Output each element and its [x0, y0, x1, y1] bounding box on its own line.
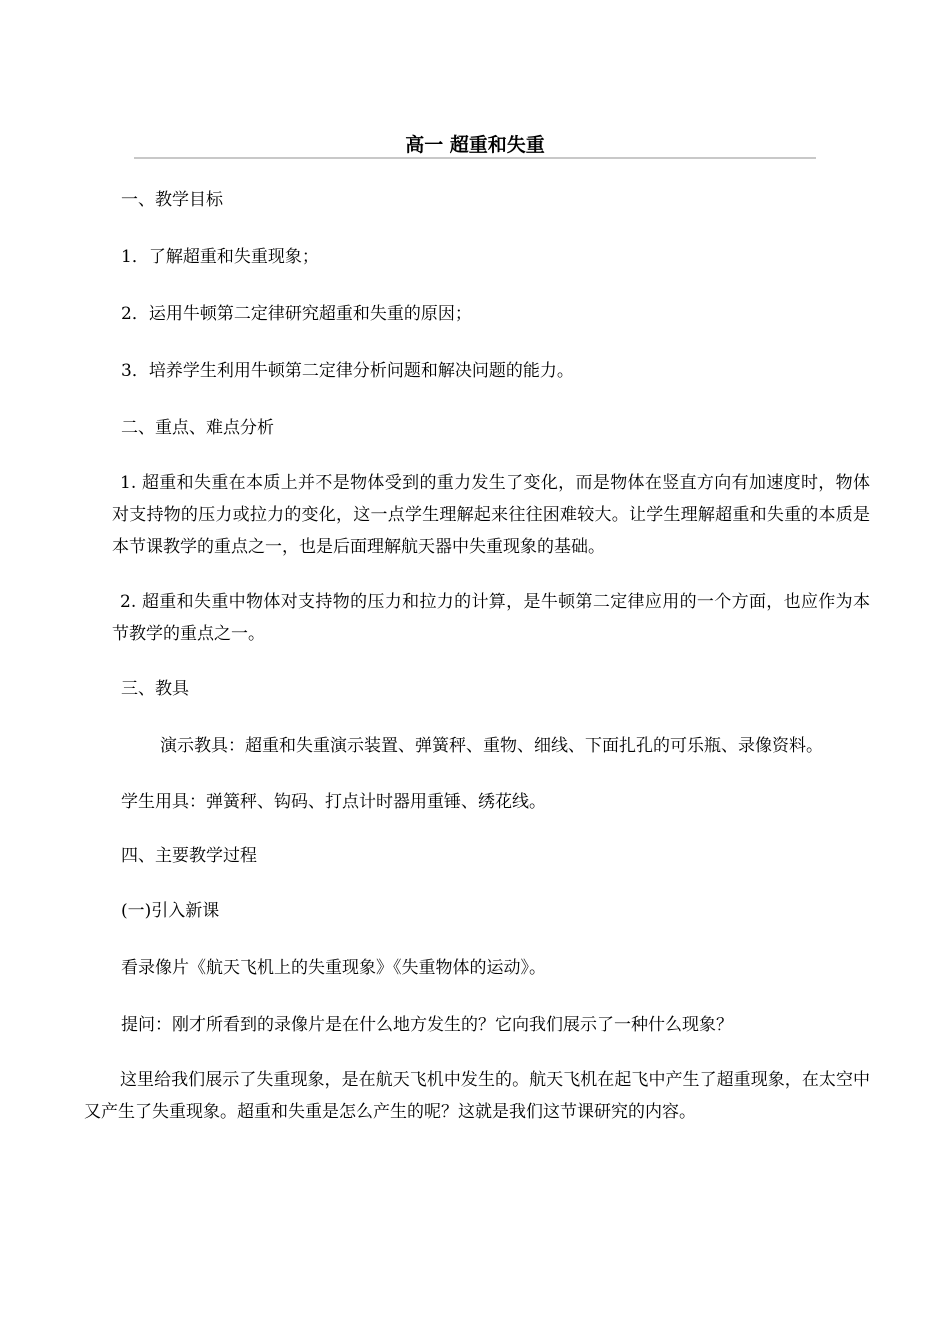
- section-heading-objectives: 一、教学目标: [121, 190, 223, 210]
- title-divider: [134, 157, 816, 159]
- subsection-heading-intro: (一)引入新课: [121, 901, 220, 921]
- section-heading-teaching-aids: 三、教具: [121, 679, 189, 699]
- section-heading-key-points: 二、重点、难点分析: [121, 418, 274, 438]
- video-instruction-text: 看录像片《航天飞机上的失重现象》《失重物体的运动》。: [121, 958, 546, 978]
- explanation-paragraph: 这里给我们展示了失重现象，是在航天飞机中发生的。航天飞机在起飞中产生了超重现象，在太空中又产生了失重现象。超重和失重是怎么产生的呢？这就是我们这节课研究的内容。: [84, 1070, 870, 1122]
- section-heading-process: 四、主要教学过程: [121, 846, 257, 866]
- key-point-paragraph-1: 1. 超重和失重在本质上并不是物体受到的重力发生了变化，而是物体在竖直方向有加速度时，物体对支持物的压力或拉力的变化，这一点学生理解起来往往困难较大。让学生理解超重和失重的本质是本节课教学的重点之一，也是后面理解航天器中失重现象的基础。: [112, 473, 870, 557]
- key-point-paragraph-2: 2. 超重和失重中物体对支持物的压力和拉力的计算，是牛顿第二定律应用的一个方面，也应作为本节教学的重点之一。: [112, 592, 870, 644]
- document-title: 高一 超重和失重: [405, 134, 545, 156]
- student-aids-text: 学生用具：弹簧秤、钩码、打点计时器用重锤、绣花线。: [121, 792, 546, 812]
- question-text: 提问：刚才所看到的录像片是在什么地方发生的？它向我们展示了一种什么现象？: [121, 1015, 733, 1035]
- objective-item-3: 3．培养学生利用牛顿第二定律分析问题和解决问题的能力。: [121, 361, 574, 381]
- demo-aids-text: 演示教具：超重和失重演示装置、弹簧秤、重物、细线、下面扎孔的可乐瓶、录像资料。: [160, 736, 823, 756]
- objective-item-2: 2．运用牛顿第二定律研究超重和失重的原因；: [121, 304, 472, 324]
- objective-item-1: 1．了解超重和失重现象；: [121, 247, 319, 267]
